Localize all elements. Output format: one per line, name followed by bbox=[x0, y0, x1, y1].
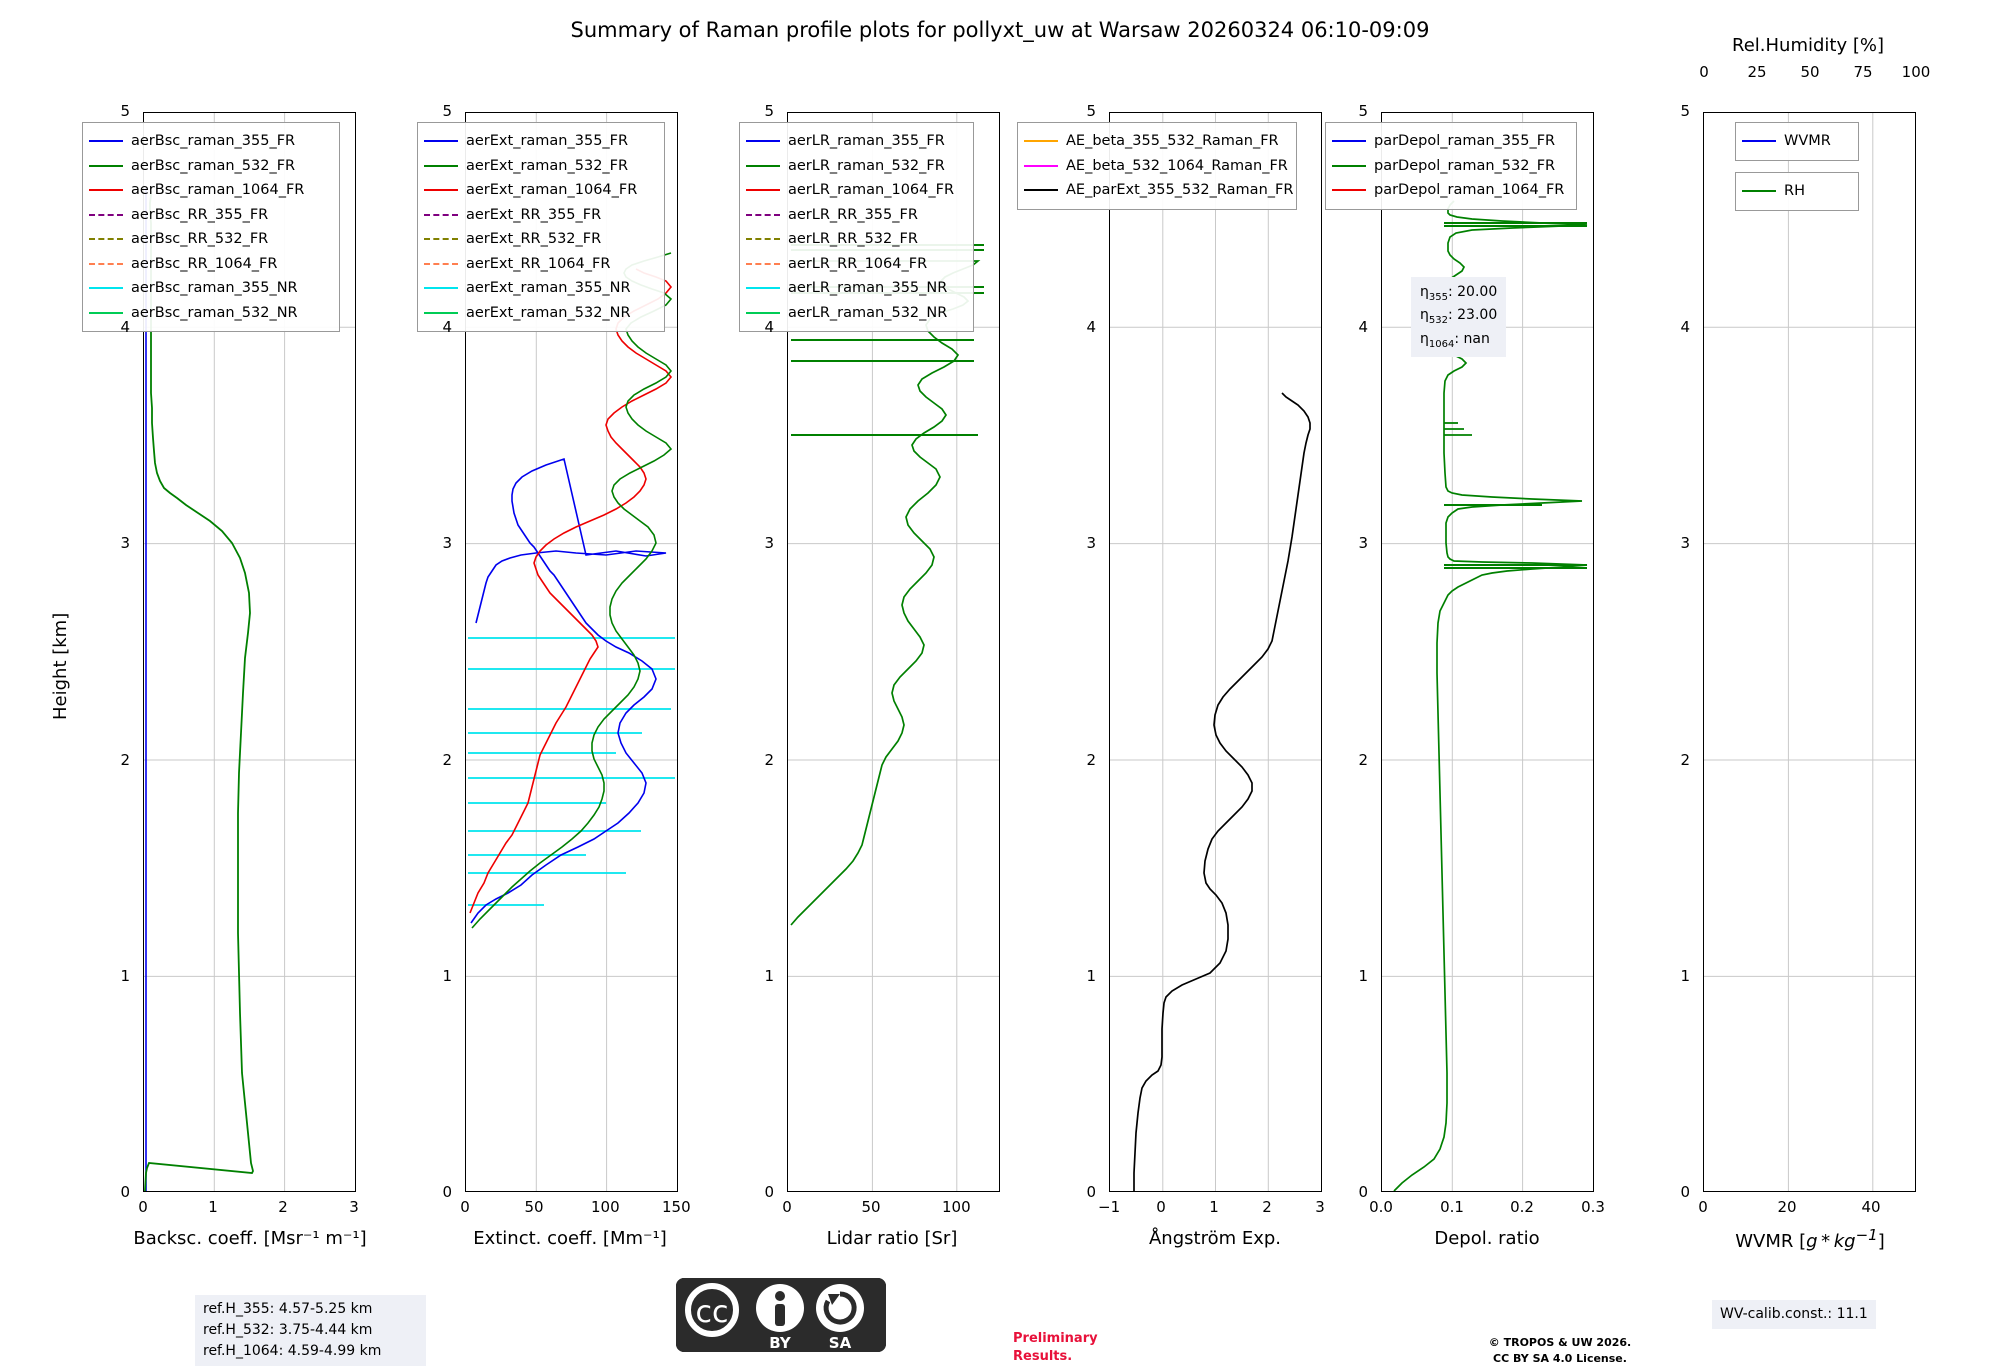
legend-label: aerLR_RR_532_FR bbox=[788, 231, 918, 248]
eta-1064-sub: 1064 bbox=[1428, 338, 1455, 350]
legend-rh bbox=[1735, 172, 1859, 211]
legend-swatch bbox=[746, 189, 780, 191]
plot-area-angstrom bbox=[1109, 112, 1322, 1192]
legend-swatch bbox=[89, 140, 123, 142]
y-axis-label: Height [km] bbox=[50, 612, 71, 720]
legend-label: WVMR bbox=[1784, 133, 1831, 150]
tropos-line2: CC BY SA 4.0 License. bbox=[1493, 1351, 1627, 1365]
legend-swatch bbox=[1742, 190, 1776, 192]
legend-swatch bbox=[89, 312, 123, 314]
legend-item bbox=[746, 276, 965, 301]
y-tick: 0 bbox=[1680, 1183, 1690, 1201]
y-tick: 2 bbox=[442, 751, 452, 769]
legend-label: AE_parExt_355_532_Raman_FR bbox=[1066, 182, 1294, 199]
eta-symbol: η bbox=[1420, 284, 1429, 300]
legend-item bbox=[89, 276, 331, 301]
legend-swatch bbox=[424, 238, 458, 240]
legend-item bbox=[89, 203, 331, 228]
legend-item bbox=[746, 129, 965, 154]
y-tick: 1 bbox=[442, 967, 452, 985]
legend-swatch bbox=[89, 287, 123, 289]
x-axis-label-backscatter: Backsc. coeff. [Msr⁻¹ m⁻¹] bbox=[133, 1228, 367, 1249]
y-tick: 0 bbox=[120, 1183, 130, 1201]
legend-label: aerBsc_RR_355_FR bbox=[131, 206, 269, 223]
legend-swatch bbox=[746, 287, 780, 289]
wvmr-plot-svg bbox=[1704, 113, 1915, 1191]
legend-item bbox=[746, 252, 965, 277]
legend-swatch bbox=[424, 140, 458, 142]
ref-height-1064: ref.H_1064: 4.59-4.99 km bbox=[203, 1343, 382, 1359]
legend-label: aerExt_RR_1064_FR bbox=[466, 255, 611, 272]
x-tick: 0.3 bbox=[1581, 1198, 1605, 1216]
y-tick: 5 bbox=[1680, 102, 1690, 120]
y-tick: 3 bbox=[1086, 534, 1096, 552]
legend-item bbox=[424, 154, 656, 179]
legend-label: aerExt_RR_532_FR bbox=[466, 231, 602, 248]
cc-license-badge[interactable] bbox=[676, 1278, 886, 1352]
y-tick: 2 bbox=[1680, 751, 1690, 769]
y-tick: 1 bbox=[1086, 967, 1096, 985]
y-tick: 5 bbox=[442, 102, 452, 120]
legend-swatch bbox=[746, 165, 780, 167]
legend-item bbox=[746, 301, 965, 326]
eta-532-sub: 532 bbox=[1428, 315, 1448, 327]
y-tick: 5 bbox=[120, 102, 130, 120]
x-tick: 0 bbox=[1156, 1198, 1166, 1216]
legend-item bbox=[1024, 129, 1288, 154]
legend-label: aerLR_raman_355_NR bbox=[788, 280, 948, 297]
x-tick: 150 bbox=[662, 1198, 691, 1216]
x-tick: 3 bbox=[1315, 1198, 1325, 1216]
legend-swatch bbox=[746, 214, 780, 216]
legend-item bbox=[424, 129, 656, 154]
legend-item bbox=[424, 252, 656, 277]
preliminary-line2: Results. bbox=[1013, 1349, 1073, 1365]
y-tick: 3 bbox=[442, 534, 452, 552]
y-tick: 3 bbox=[120, 534, 130, 552]
y-tick: 0 bbox=[442, 1183, 452, 1201]
legend-swatch bbox=[89, 189, 123, 191]
cc-badge-svg bbox=[676, 1278, 886, 1352]
legend-depolarization bbox=[1325, 122, 1577, 210]
legend-extinction bbox=[417, 122, 665, 332]
top-axis-label-rh: Rel.Humidity [%] bbox=[1732, 35, 1884, 56]
legend-backscatter bbox=[82, 122, 340, 332]
x-tick: 1 bbox=[208, 1198, 218, 1216]
panel-backscatter bbox=[131, 112, 356, 1192]
eta-355-row: $\eta_{355}$: 20.00 bbox=[1420, 284, 1498, 303]
legend-label: aerLR_raman_532_FR bbox=[788, 157, 945, 174]
legend-label: aerBsc_raman_532_FR bbox=[131, 157, 296, 174]
x-tick: 0.2 bbox=[1510, 1198, 1534, 1216]
legend-wvmr bbox=[1735, 122, 1859, 161]
svg-text:SA: SA bbox=[828, 1334, 852, 1352]
legend-swatch bbox=[1332, 189, 1366, 191]
legend-swatch bbox=[746, 263, 780, 265]
legend-item bbox=[424, 203, 656, 228]
y-tick: 0 bbox=[1358, 1183, 1368, 1201]
legend-swatch bbox=[746, 140, 780, 142]
legend-label: aerBsc_RR_532_FR bbox=[131, 231, 269, 248]
legend-label: aerLR_raman_355_FR bbox=[788, 133, 945, 150]
x-tick: 100 bbox=[591, 1198, 620, 1216]
legend-label: parDepol_raman_1064_FR bbox=[1374, 182, 1565, 199]
svg-text:cc: cc bbox=[695, 1295, 729, 1330]
legend-item bbox=[89, 178, 331, 203]
legend-item bbox=[1742, 129, 1850, 154]
x-tick: 40 bbox=[1861, 1198, 1881, 1216]
legend-label: aerExt_raman_355_FR bbox=[466, 133, 629, 150]
x-tick: 50 bbox=[861, 1198, 881, 1216]
wvmr-label-close: ] bbox=[1877, 1231, 1885, 1252]
legend-item bbox=[424, 227, 656, 252]
x-tick: −1 bbox=[1098, 1198, 1121, 1216]
legend-label: RH bbox=[1784, 183, 1805, 200]
wvmr-label-text: WVMR [ bbox=[1735, 1231, 1807, 1252]
plot-area-depolarization bbox=[1381, 112, 1594, 1192]
y-tick: 2 bbox=[764, 751, 774, 769]
legend-item bbox=[746, 203, 965, 228]
y-tick: 2 bbox=[1358, 751, 1368, 769]
top-x-tick: 75 bbox=[1853, 63, 1873, 81]
top-x-tick: 0 bbox=[1699, 63, 1709, 81]
svg-text:BY: BY bbox=[769, 1334, 791, 1352]
legend-label: aerBsc_raman_1064_FR bbox=[131, 182, 305, 199]
y-tick: 2 bbox=[120, 751, 130, 769]
legend-label: aerExt_raman_532_FR bbox=[466, 157, 629, 174]
y-tick: 1 bbox=[1680, 967, 1690, 985]
x-axis-label-wvmr bbox=[1670, 1226, 1950, 1252]
legend-item bbox=[746, 154, 965, 179]
legend-label: AE_beta_532_1064_Raman_FR bbox=[1066, 157, 1288, 174]
x-tick: 0.1 bbox=[1440, 1198, 1464, 1216]
legend-item bbox=[89, 252, 331, 277]
legend-swatch bbox=[424, 214, 458, 216]
legend-swatch bbox=[1742, 140, 1776, 142]
legend-label: aerExt_raman_1064_FR bbox=[466, 182, 638, 199]
legend-swatch bbox=[424, 287, 458, 289]
y-tick: 1 bbox=[1358, 967, 1368, 985]
legend-label: aerBsc_raman_355_FR bbox=[131, 133, 296, 150]
x-tick: 1 bbox=[1209, 1198, 1219, 1216]
panel-angstrom bbox=[1066, 112, 1322, 1192]
eta-532-value: 23.00 bbox=[1457, 307, 1498, 324]
legend-item bbox=[89, 129, 331, 154]
wv-calibration-box: WV-calib.const.: 11.1 bbox=[1712, 1300, 1876, 1329]
angstrom-plot-svg bbox=[1110, 113, 1321, 1191]
eta-532-row: $\eta_{532}$: 23.00 bbox=[1420, 307, 1498, 327]
x-tick: 0 bbox=[460, 1198, 470, 1216]
legend-swatch bbox=[746, 238, 780, 240]
legend-label: aerLR_RR_355_FR bbox=[788, 206, 918, 223]
legend-item bbox=[1332, 178, 1568, 203]
panel-lidar-ratio bbox=[787, 112, 1000, 1192]
legend-swatch bbox=[424, 189, 458, 191]
y-tick: 4 bbox=[1680, 318, 1690, 336]
x-tick: 2 bbox=[1262, 1198, 1272, 1216]
legend-swatch bbox=[424, 165, 458, 167]
legend-label: aerExt_raman_355_NR bbox=[466, 280, 631, 297]
legend-swatch bbox=[424, 263, 458, 265]
legend-item bbox=[1332, 129, 1568, 154]
y-tick: 2 bbox=[1086, 751, 1096, 769]
tropos-line1: © TROPOS & UW 2026. bbox=[1488, 1336, 1632, 1349]
legend-item bbox=[424, 178, 656, 203]
reference-heights-box bbox=[195, 1295, 426, 1366]
legend-label: aerExt_raman_532_NR bbox=[466, 304, 631, 321]
legend-angstrom bbox=[1017, 122, 1297, 210]
legend-item bbox=[746, 178, 965, 203]
x-tick: 0 bbox=[138, 1198, 148, 1216]
legend-swatch bbox=[89, 238, 123, 240]
y-tick: 0 bbox=[1086, 1183, 1096, 1201]
wvmr-label-exponent: −1 bbox=[1855, 1226, 1878, 1244]
top-x-tick: 100 bbox=[1901, 63, 1931, 81]
wvmr-label-math: g * kg bbox=[1806, 1231, 1856, 1252]
legend-label: aerBsc_raman_355_NR bbox=[131, 280, 298, 297]
legend-label: aerLR_RR_1064_FR bbox=[788, 255, 928, 272]
y-tick: 3 bbox=[764, 534, 774, 552]
legend-swatch bbox=[89, 214, 123, 216]
x-axis-label-extinction: Extinct. coeff. [Mm⁻¹] bbox=[473, 1228, 667, 1249]
legend-label: aerLR_raman_532_NR bbox=[788, 304, 948, 321]
x-axis-label-angstrom: Ångström Exp. bbox=[1148, 1228, 1282, 1249]
y-tick: 5 bbox=[1086, 102, 1096, 120]
legend-swatch bbox=[1024, 165, 1058, 167]
legend-item bbox=[1024, 154, 1288, 179]
legend-item bbox=[89, 154, 331, 179]
legend-swatch bbox=[1024, 189, 1058, 191]
eta-symbol: η bbox=[1420, 307, 1429, 324]
legend-item bbox=[746, 227, 965, 252]
eta-355-value: 20.00 bbox=[1457, 284, 1498, 300]
eta-1064-row: $\eta_{1064}$: nan bbox=[1420, 330, 1490, 350]
panel-depolarization bbox=[1374, 112, 1594, 1192]
y-tick: 4 bbox=[442, 318, 452, 336]
legend-item bbox=[1332, 154, 1568, 179]
legend-swatch bbox=[89, 263, 123, 265]
legend-lidar-ratio bbox=[739, 122, 974, 332]
preliminary-line1: Preliminary bbox=[1013, 1331, 1098, 1346]
top-x-tick: 25 bbox=[1747, 63, 1767, 81]
legend-label: aerExt_RR_355_FR bbox=[466, 206, 602, 223]
x-tick: 0.0 bbox=[1369, 1198, 1393, 1216]
eta-1064-value: nan bbox=[1463, 330, 1490, 347]
panel-extinction bbox=[465, 112, 678, 1192]
y-tick: 3 bbox=[1680, 534, 1690, 552]
eta-symbol: η bbox=[1420, 330, 1429, 347]
eta-calibration-box bbox=[1411, 277, 1506, 357]
legend-swatch bbox=[424, 312, 458, 314]
legend-label: aerBsc_raman_532_NR bbox=[131, 304, 298, 321]
y-tick: 4 bbox=[1086, 318, 1096, 336]
x-tick: 20 bbox=[1777, 1198, 1797, 1216]
x-tick: 0 bbox=[782, 1198, 792, 1216]
x-tick: 2 bbox=[278, 1198, 288, 1216]
top-x-tick: 50 bbox=[1800, 63, 1820, 81]
preliminary-results-note bbox=[1013, 1330, 1133, 1366]
panel-wvmr bbox=[1703, 112, 1916, 1192]
legend-item bbox=[1742, 179, 1850, 204]
y-tick: 1 bbox=[764, 967, 774, 985]
legend-item bbox=[89, 227, 331, 252]
y-tick: 0 bbox=[764, 1183, 774, 1201]
legend-swatch bbox=[746, 312, 780, 314]
legend-label: aerBsc_RR_1064_FR bbox=[131, 255, 278, 272]
x-tick: 100 bbox=[942, 1198, 971, 1216]
y-tick: 3 bbox=[1358, 534, 1368, 552]
legend-swatch bbox=[1332, 140, 1366, 142]
y-tick: 5 bbox=[1358, 102, 1368, 120]
y-tick: 5 bbox=[764, 102, 774, 120]
legend-item bbox=[424, 276, 656, 301]
legend-item bbox=[424, 301, 656, 326]
page-title: Summary of Raman profile plots for pollyxt_uw at Warsaw 20260324 06:10-09:09 bbox=[570, 18, 1430, 42]
eta-355-sub: 355 bbox=[1428, 291, 1448, 303]
ref-height-532: ref.H_532: 3.75-4.44 km bbox=[203, 1322, 373, 1338]
tropos-copyright bbox=[1450, 1335, 1670, 1367]
legend-label: parDepol_raman_355_FR bbox=[1374, 133, 1556, 150]
ref-height-355: ref.H_355: 4.57-5.25 km bbox=[203, 1301, 373, 1317]
y-tick: 4 bbox=[1358, 318, 1368, 336]
y-tick: 1 bbox=[120, 967, 130, 985]
y-tick: 4 bbox=[764, 318, 774, 336]
x-axis-label-lidar-ratio: Lidar ratio [Sr] bbox=[826, 1228, 958, 1249]
legend-swatch bbox=[89, 165, 123, 167]
legend-label: aerLR_raman_1064_FR bbox=[788, 182, 955, 199]
legend-swatch bbox=[1332, 165, 1366, 167]
x-tick: 50 bbox=[524, 1198, 544, 1216]
y-tick: 4 bbox=[120, 318, 130, 336]
depolarization-plot-svg bbox=[1382, 113, 1593, 1191]
legend-item bbox=[1024, 178, 1294, 203]
legend-swatch bbox=[1024, 140, 1058, 142]
x-tick: 0 bbox=[1698, 1198, 1708, 1216]
legend-label: AE_beta_355_532_Raman_FR bbox=[1066, 133, 1279, 150]
legend-label: parDepol_raman_532_FR bbox=[1374, 157, 1556, 174]
x-tick: 3 bbox=[349, 1198, 359, 1216]
x-axis-label-depolarization: Depol. ratio bbox=[1434, 1228, 1540, 1249]
plot-area-wvmr bbox=[1703, 112, 1916, 1192]
